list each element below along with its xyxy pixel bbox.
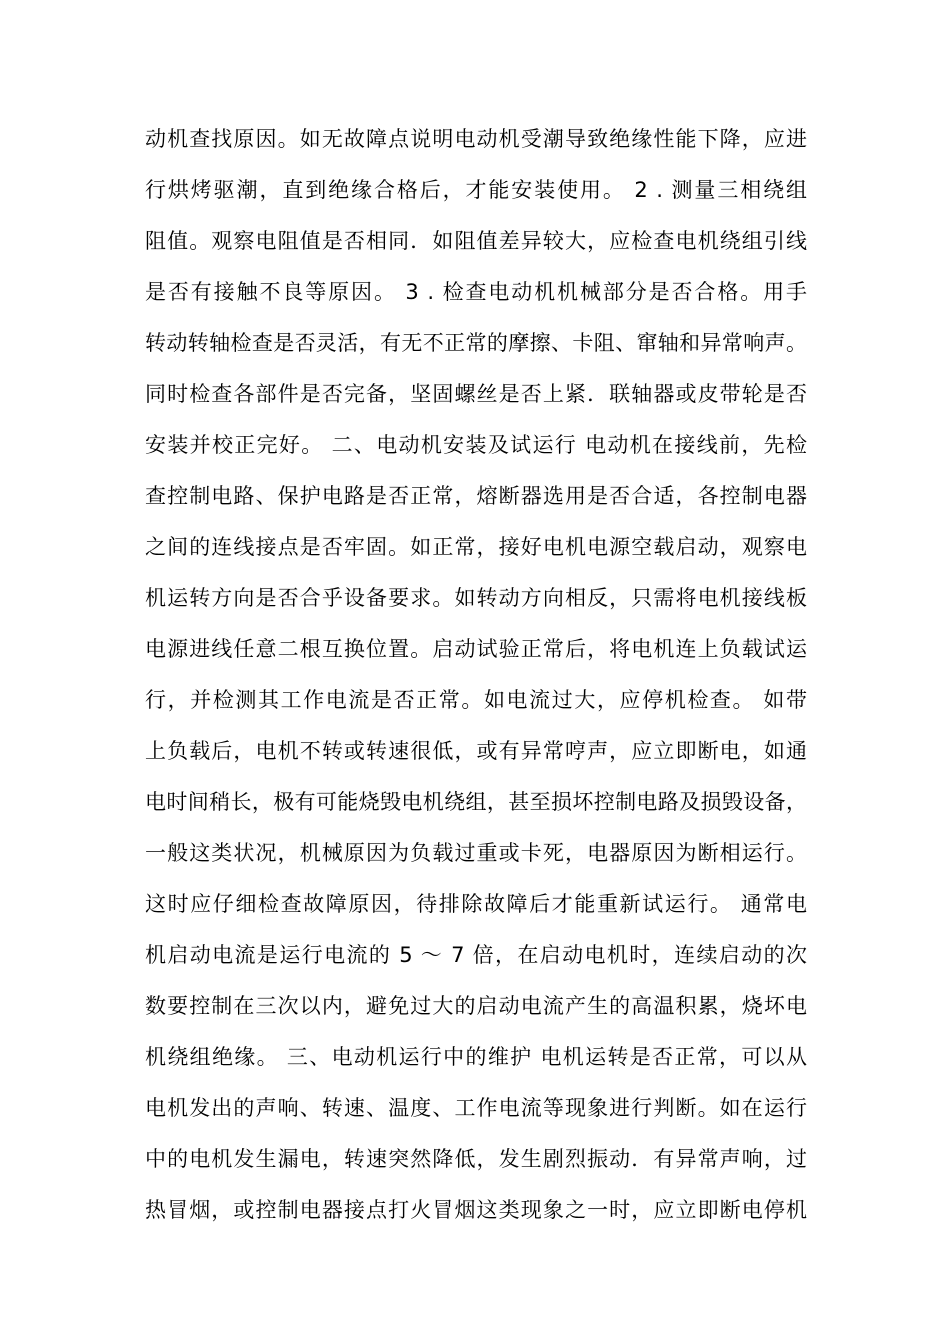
text-line: 行，并检测其工作电流是否正常。如电流过大，应停机检查。 如带 bbox=[145, 688, 807, 712]
text-line: 机启动电流是运行电流的 5 ～ 7 倍，在启动电机时，连续启动的次 bbox=[145, 943, 807, 967]
text-line: 中的电机发生漏电，转速突然降低，发生剧烈振动．有异常声响，过 bbox=[145, 1147, 807, 1171]
text-line: 机运转方向是否合乎设备要求。如转动方向相反，只需将电机接线板 bbox=[145, 586, 807, 610]
text-line: 行烘烤驱潮，直到绝缘合格后，才能安装使用。 2 . 测量三相绕组 bbox=[145, 178, 807, 202]
text-line: 动机查找原因。如无故障点说明电动机受潮导致绝缘性能下降，应进 bbox=[145, 127, 807, 151]
text-line: 之间的连线接点是否牢固。如正常，接好电机电源空载启动，观察电 bbox=[145, 535, 807, 559]
text-line: 查控制电路、保护电路是否正常，熔断器选用是否合适，各控制电器 bbox=[145, 484, 807, 508]
text-line: 一般这类状况，机械原因为负载过重或卡死，电器原因为断相运行。 bbox=[145, 841, 807, 865]
text-line: 机绕组绝缘。 三、电动机运行中的维护 电机运转是否正常，可以从 bbox=[145, 1045, 807, 1069]
text-line: 阻值。观察电阻值是否相同．如阻值差异较大，应检查电机绕组引线 bbox=[145, 229, 807, 253]
body-text bbox=[145, 114, 807, 1236]
text-line: 电机发出的声响、转速、温度、工作电流等现象进行判断。如在运行 bbox=[145, 1096, 807, 1120]
text-line: 安装并校正完好。 二、电动机安装及试运行 电动机在接线前，先检 bbox=[145, 433, 807, 457]
text-line: 转动转轴检查是否灵活，有无不正常的摩擦、卡阻、窜轴和异常响声。 bbox=[145, 331, 807, 355]
text-line: 电时间稍长，极有可能烧毁电机绕组，甚至损坏控制电路及损毁设备， bbox=[145, 790, 807, 814]
text-line: 这时应仔细检查故障原因，待排除故障后才能重新试运行。 通常电 bbox=[145, 892, 807, 916]
text-line: 电源进线任意二根互换位置。启动试验正常后，将电机连上负载试运 bbox=[145, 637, 807, 661]
text-line: 是否有接触不良等原因。 3 . 检查电动机机械部分是否合格。用手 bbox=[145, 280, 807, 304]
text-line: 数要控制在三次以内，避免过大的启动电流产生的高温积累，烧坏电 bbox=[145, 994, 807, 1018]
text-line: 上负载后，电机不转或转速很低，或有异常哼声，应立即断电，如通 bbox=[145, 739, 807, 763]
text-line: 热冒烟，或控制电器接点打火冒烟这类现象之一时，应立即断电停机 bbox=[145, 1198, 807, 1222]
text-line: 同时检查各部件是否完备，坚固螺丝是否上紧．联轴器或皮带轮是否 bbox=[145, 382, 807, 406]
